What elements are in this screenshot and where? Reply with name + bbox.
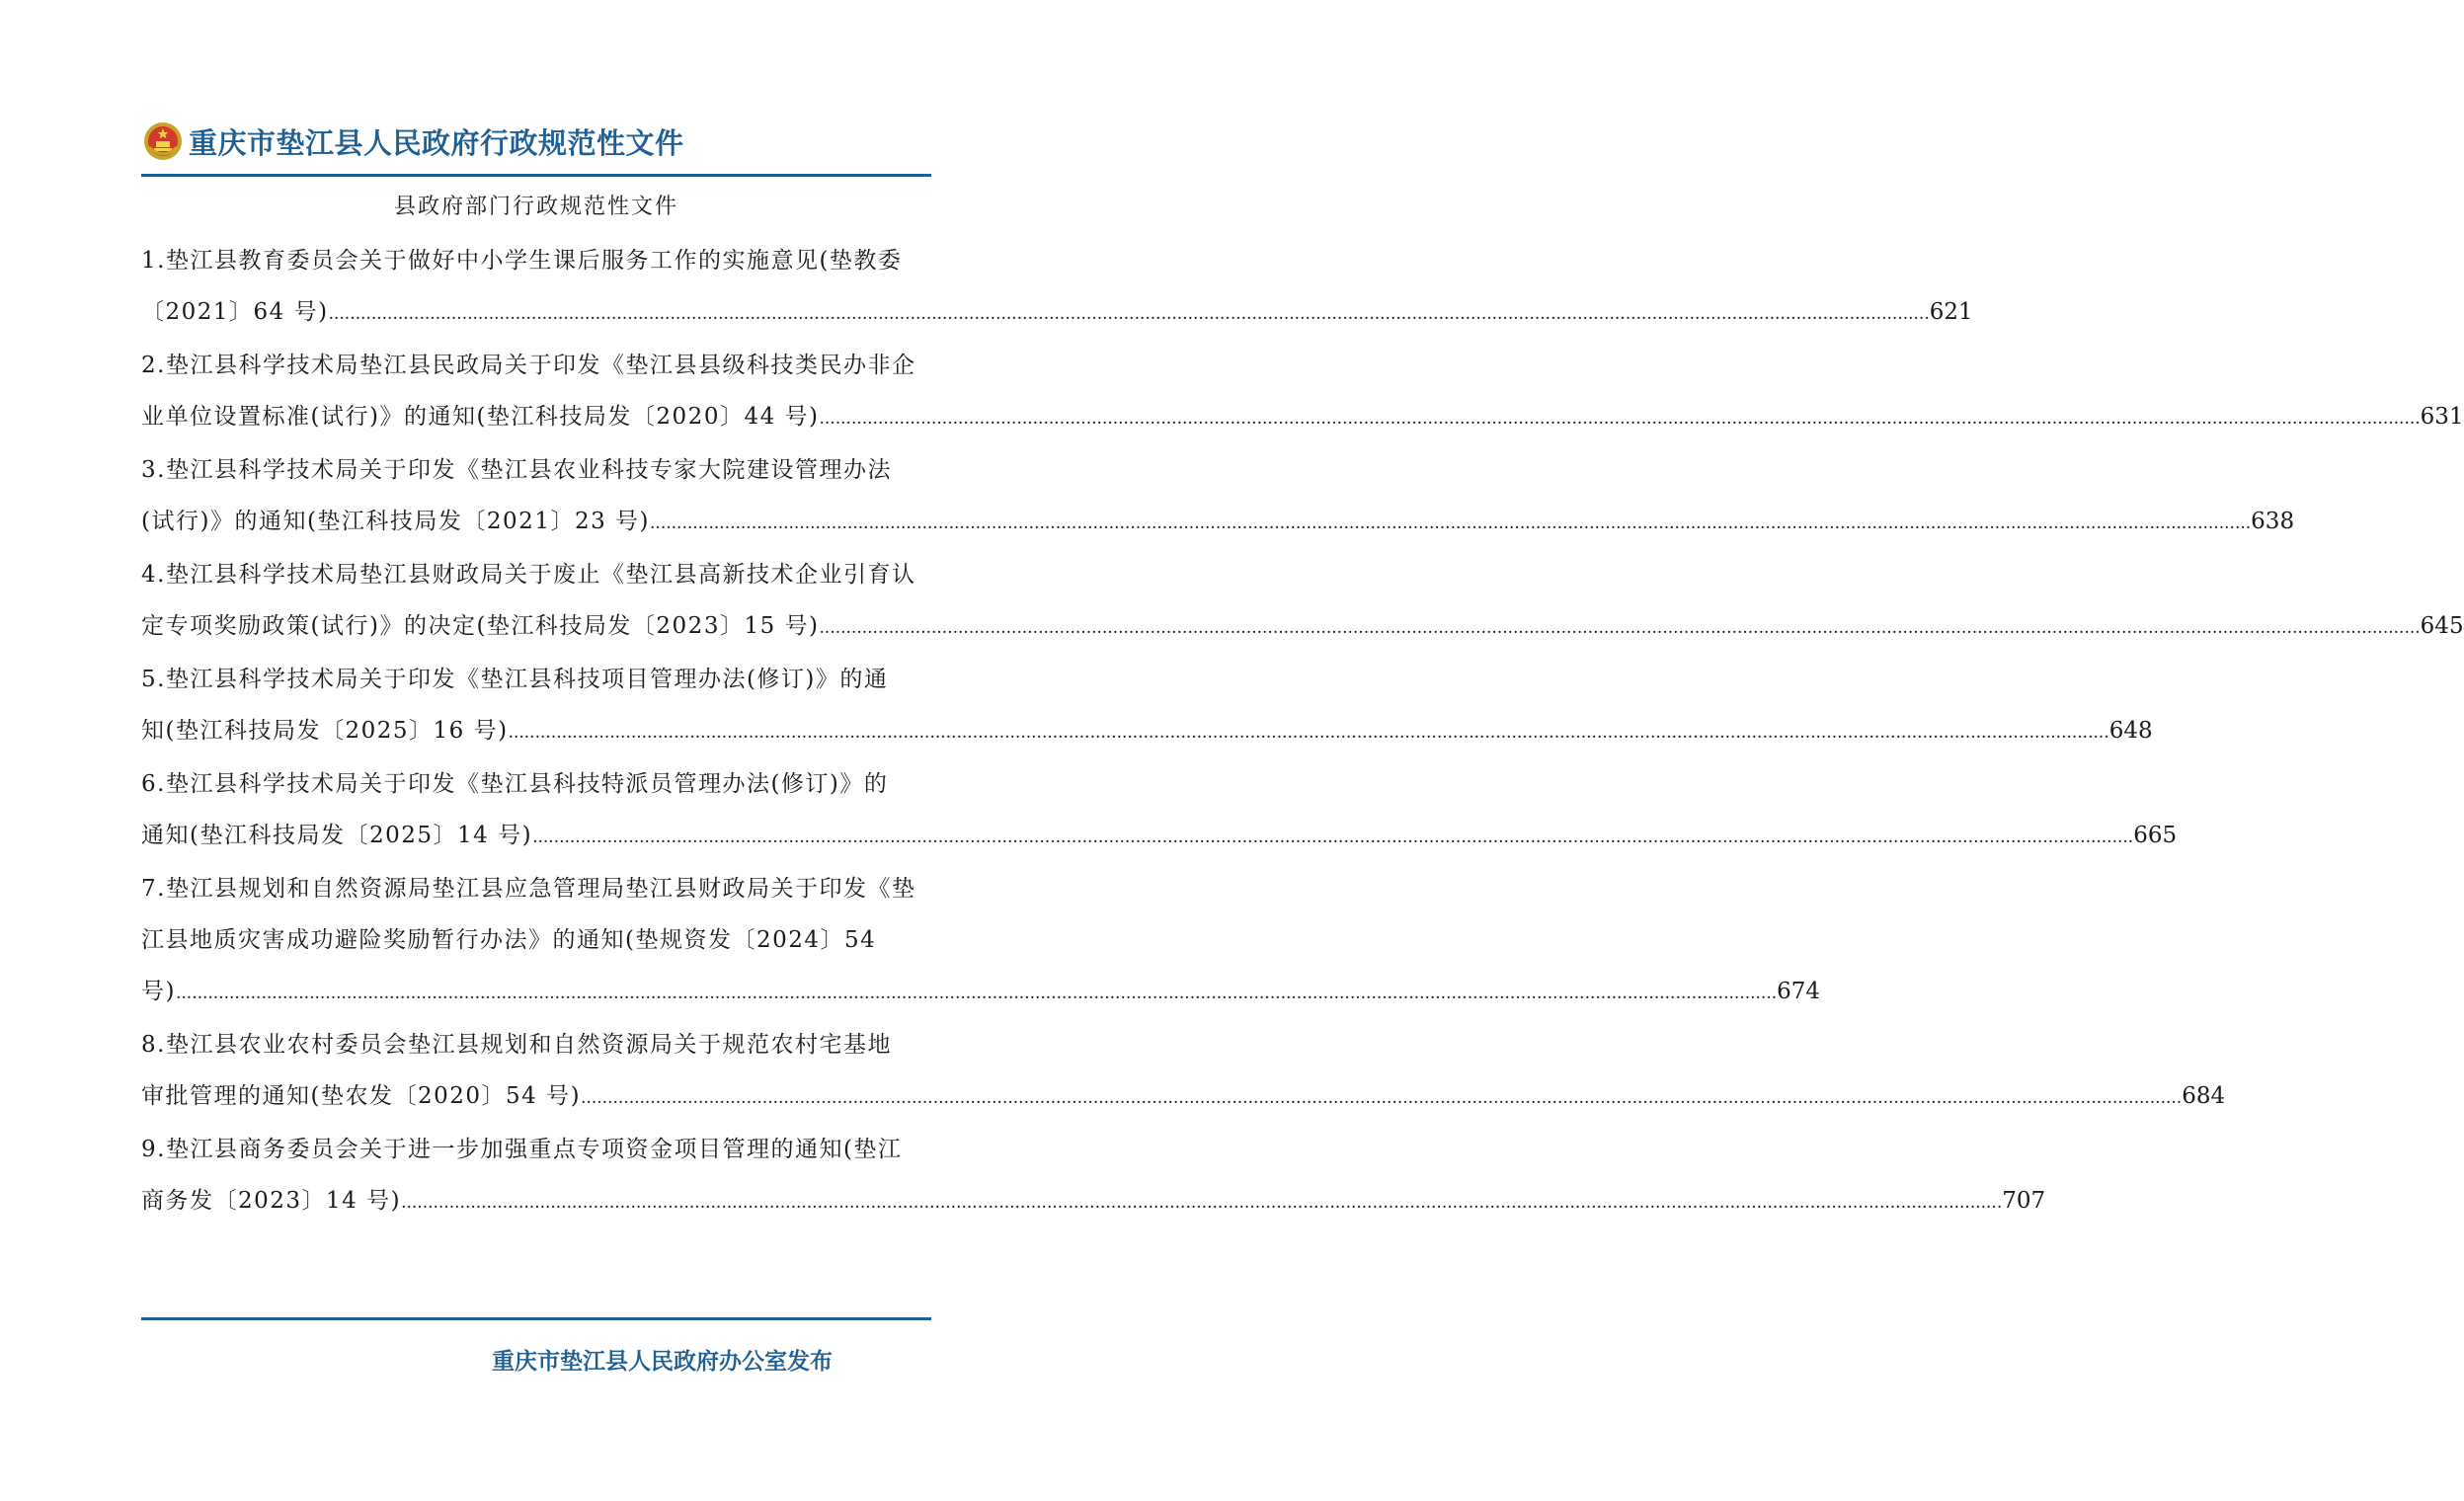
toc-page-number: 631 bbox=[2420, 404, 2464, 430]
toc-entry[interactable] bbox=[141, 444, 2295, 549]
toc-entry-title-line: 9.垫江县商务委员会关于进一步加强重点专项资金项目管理的通知(垫江 bbox=[141, 1137, 903, 1162]
document-title: 重庆市垫江县人民政府行政规范性文件 bbox=[189, 125, 684, 160]
toc-entry-title-tail: 通知(垫江科技局发〔2025〕14 号) bbox=[141, 823, 533, 848]
toc-entry-title-line: 3.垫江县科学技术局关于印发《垫江县农业科技专家大院建设管理办法 bbox=[141, 457, 892, 483]
toc-entry-last-line bbox=[141, 391, 2464, 444]
toc-entry-last-line bbox=[141, 600, 2464, 654]
toc-entry-title-line: 6.垫江县科学技术局关于印发《垫江县科技特派员管理办法(修订)》的 bbox=[141, 771, 889, 797]
toc-page-number: 621 bbox=[1929, 299, 1973, 325]
toc-entry[interactable] bbox=[141, 340, 2464, 444]
toc-entry-title-tail: 号) bbox=[141, 979, 176, 1004]
toc-entry-last-line bbox=[141, 966, 1821, 1019]
toc-entry-title-line: 8.垫江县农业农村委员会垫江县规划和自然资源局关于规范农村宅基地 bbox=[141, 1032, 892, 1058]
toc-entry-title-tail: 〔2021〕64 号) bbox=[141, 299, 329, 325]
dot-leader: ............................................................................................................................................................................................................................................................................................................ bbox=[328, 304, 1930, 324]
toc-entry-last-line bbox=[141, 810, 2178, 863]
document-header bbox=[143, 117, 933, 166]
dot-leader: ............................................................................................................................................................................................................................................................................................................ bbox=[581, 1088, 2183, 1108]
toc-entry-title-line: 7.垫江县规划和自然资源局垫江县应急管理局垫江县财政局关于印发《垫 bbox=[141, 876, 916, 902]
dot-leader: ............................................................................................................................................................................................................................................................................................................ bbox=[401, 1193, 2003, 1213]
toc-page-number: 665 bbox=[2133, 823, 2178, 848]
toc-entry-title-line: 江县地质灾害成功避险奖励暂行办法》的通知(垫规资发〔2024〕54 bbox=[141, 927, 877, 953]
toc-entry-title-line: 1.垫江县教育委员会关于做好中小学生课后服务工作的实施意见(垫教委 bbox=[141, 248, 903, 274]
toc-entry-last-line bbox=[141, 286, 1973, 340]
toc-entry[interactable] bbox=[141, 235, 1973, 340]
toc-page-number: 648 bbox=[2108, 718, 2153, 744]
toc-entry-last-line bbox=[141, 1070, 2226, 1124]
toc-entry-title-tail: 知(垫江科技局发〔2025〕16 号) bbox=[141, 718, 509, 744]
dot-leader: ............................................................................................................................................................................................................................................................................................................ bbox=[650, 514, 2252, 533]
toc-entry-title-tail: (试行)》的通知(垫江科技局发〔2021〕23 号) bbox=[141, 509, 651, 534]
table-of-contents bbox=[141, 235, 2464, 1228]
toc-entry-last-line bbox=[141, 1175, 2046, 1228]
footer-divider bbox=[141, 1317, 931, 1320]
toc-entry[interactable] bbox=[141, 758, 2178, 863]
toc-entry[interactable] bbox=[141, 654, 2153, 758]
toc-entry-title-tail: 定专项奖励政策(试行)》的决定(垫江科技局发〔2023〕15 号) bbox=[141, 613, 820, 639]
national-emblem-icon bbox=[143, 121, 183, 161]
toc-page-number: 645 bbox=[2420, 613, 2464, 639]
toc-entry[interactable] bbox=[141, 1019, 2226, 1124]
toc-page-number: 674 bbox=[1777, 979, 1821, 1004]
dot-leader: ............................................................................................................................................................................................................................................................................................................ bbox=[508, 723, 2109, 743]
dot-leader: ............................................................................................................................................................................................................................................................................................................ bbox=[532, 828, 2134, 847]
toc-entry-title-line: 5.垫江县科学技术局关于印发《垫江县科技项目管理办法(修订)》的通 bbox=[141, 667, 889, 692]
toc-entry-last-line bbox=[141, 496, 2295, 549]
toc-entry-last-line bbox=[141, 705, 2153, 758]
toc-entry-title-tail: 审批管理的通知(垫农发〔2020〕54 号) bbox=[141, 1083, 582, 1109]
toc-entry[interactable] bbox=[141, 1124, 2046, 1228]
toc-entry[interactable] bbox=[141, 863, 1821, 1019]
toc-entry[interactable] bbox=[141, 549, 2464, 654]
dot-leader: ............................................................................................................................................................................................................................................................................................................ bbox=[175, 984, 1778, 1003]
publisher-footer: 重庆市垫江县人民政府办公室发布 bbox=[492, 1349, 833, 1375]
toc-page-number: 684 bbox=[2182, 1083, 2226, 1109]
toc-entry-title-line: 2.垫江县科学技术局垫江县民政局关于印发《垫江县县级科技类民办非企 bbox=[141, 353, 916, 378]
toc-entry-title-tail: 商务发〔2023〕14 号) bbox=[141, 1188, 402, 1214]
toc-entry-title-tail: 业单位设置标准(试行)》的通知(垫江科技局发〔2020〕44 号) bbox=[141, 404, 820, 430]
dot-leader: ............................................................................................................................................................................................................................................................................................................ bbox=[819, 618, 2421, 638]
toc-entry-title-line: 4.垫江县科学技术局垫江县财政局关于废止《垫江县高新技术企业引育认 bbox=[141, 562, 916, 588]
header-divider bbox=[141, 174, 931, 177]
dot-leader: ............................................................................................................................................................................................................................................................................................................ bbox=[819, 409, 2421, 429]
section-title: 县政府部门行政规范性文件 bbox=[393, 195, 678, 219]
toc-page-number: 707 bbox=[2002, 1188, 2046, 1214]
toc-page-number: 638 bbox=[2251, 509, 2295, 534]
